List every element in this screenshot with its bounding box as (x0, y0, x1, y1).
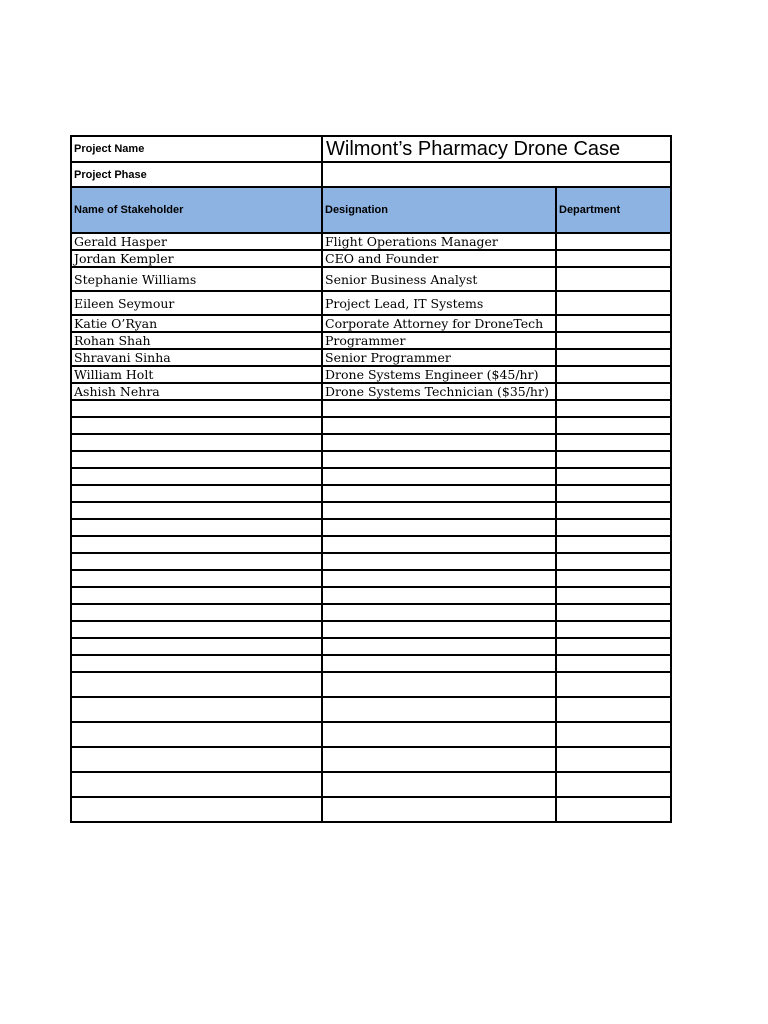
empty-row (71, 468, 671, 485)
project-name-value[interactable]: Wilmont’s Pharmacy Drone Case (322, 136, 671, 162)
empty-row (71, 570, 671, 587)
table-row (71, 233, 671, 250)
empty-row (71, 519, 671, 536)
table-row (71, 315, 671, 332)
designation-cell[interactable]: Drone Systems Technician ($35/hr) (322, 383, 556, 400)
empty-cell[interactable] (556, 468, 671, 485)
empty-cell[interactable] (71, 655, 322, 672)
empty-cell[interactable] (322, 797, 556, 822)
empty-cell[interactable] (71, 672, 322, 697)
empty-cell[interactable] (322, 485, 556, 502)
stakeholder-name-cell[interactable]: Ashish Nehra (71, 383, 322, 400)
empty-cell[interactable] (322, 400, 556, 417)
designation-cell[interactable]: Senior Business Analyst (322, 267, 556, 291)
empty-cell[interactable] (322, 570, 556, 587)
empty-cell[interactable] (556, 621, 671, 638)
empty-cell[interactable] (322, 655, 556, 672)
empty-cell[interactable] (556, 672, 671, 697)
column-header-department: Department (556, 187, 671, 233)
empty-cell[interactable] (556, 417, 671, 434)
empty-row (71, 587, 671, 604)
empty-row (71, 772, 671, 797)
empty-cell[interactable] (322, 772, 556, 797)
department-cell[interactable] (556, 250, 671, 267)
stakeholder-name-cell[interactable]: Shravani Sinha (71, 349, 322, 366)
stakeholder-name-cell[interactable]: Jordan Kempler (71, 250, 322, 267)
empty-row (71, 400, 671, 417)
project-name-label: Project Name (71, 136, 322, 162)
department-cell[interactable] (556, 366, 671, 383)
empty-cell[interactable] (556, 697, 671, 722)
department-cell[interactable] (556, 233, 671, 250)
project-name-row (71, 136, 671, 162)
empty-row (71, 553, 671, 570)
table-row (71, 291, 671, 315)
empty-cell[interactable] (556, 587, 671, 604)
designation-cell[interactable]: Corporate Attorney for DroneTech (322, 315, 556, 332)
empty-cell[interactable] (556, 722, 671, 747)
empty-row (71, 672, 671, 697)
empty-cell[interactable] (71, 570, 322, 587)
empty-cell[interactable] (71, 772, 322, 797)
empty-cell[interactable] (71, 747, 322, 772)
empty-cell[interactable] (322, 502, 556, 519)
empty-row (71, 655, 671, 672)
empty-row (71, 722, 671, 747)
empty-cell[interactable] (556, 570, 671, 587)
designation-cell[interactable]: Programmer (322, 332, 556, 349)
empty-cell[interactable] (556, 485, 671, 502)
empty-cell[interactable] (556, 502, 671, 519)
column-header-row (71, 187, 671, 233)
designation-cell[interactable]: Senior Programmer (322, 349, 556, 366)
empty-cell[interactable] (322, 604, 556, 621)
empty-cell[interactable] (71, 587, 322, 604)
empty-cell[interactable] (322, 553, 556, 570)
empty-cell[interactable] (71, 722, 322, 747)
stakeholder-name-cell[interactable]: Katie O’Ryan (71, 315, 322, 332)
empty-cell[interactable] (556, 655, 671, 672)
empty-cell[interactable] (71, 519, 322, 536)
empty-row (71, 621, 671, 638)
table-row (71, 366, 671, 383)
department-cell[interactable] (556, 315, 671, 332)
project-phase-label: Project Phase (71, 162, 322, 187)
empty-row (71, 434, 671, 451)
empty-cell[interactable] (322, 747, 556, 772)
empty-row (71, 697, 671, 722)
empty-cell[interactable] (322, 451, 556, 468)
empty-cell[interactable] (71, 434, 322, 451)
table-row (71, 383, 671, 400)
department-cell[interactable] (556, 383, 671, 400)
empty-cell[interactable] (71, 621, 322, 638)
empty-cell[interactable] (322, 697, 556, 722)
stakeholder-name-cell[interactable]: Gerald Hasper (71, 233, 322, 250)
empty-cell[interactable] (71, 638, 322, 655)
designation-cell[interactable]: Drone Systems Engineer ($45/hr) (322, 366, 556, 383)
empty-cell[interactable] (71, 604, 322, 621)
empty-cell[interactable] (556, 747, 671, 772)
empty-cell[interactable] (322, 722, 556, 747)
designation-cell[interactable]: Flight Operations Manager (322, 233, 556, 250)
designation-cell[interactable]: Project Lead, IT Systems (322, 291, 556, 315)
empty-cell[interactable] (556, 400, 671, 417)
empty-cell[interactable] (71, 400, 322, 417)
empty-cell[interactable] (71, 502, 322, 519)
empty-cell[interactable] (556, 519, 671, 536)
department-cell[interactable] (556, 332, 671, 349)
stakeholder-name-cell[interactable]: Eileen Seymour (71, 291, 322, 315)
empty-cell[interactable] (556, 536, 671, 553)
table-row (71, 250, 671, 267)
empty-cell[interactable] (71, 536, 322, 553)
empty-cell[interactable] (556, 638, 671, 655)
empty-cell[interactable] (322, 519, 556, 536)
empty-cell[interactable] (556, 451, 671, 468)
empty-cell[interactable] (556, 797, 671, 822)
project-phase-row (71, 162, 671, 187)
empty-cell[interactable] (71, 553, 322, 570)
empty-row (71, 797, 671, 822)
empty-cell[interactable] (322, 417, 556, 434)
stakeholder-name-cell[interactable]: William Holt (71, 366, 322, 383)
department-cell[interactable] (556, 349, 671, 366)
empty-row (71, 536, 671, 553)
empty-cell[interactable] (71, 417, 322, 434)
empty-row (71, 638, 671, 655)
empty-cell[interactable] (556, 604, 671, 621)
empty-cell[interactable] (71, 451, 322, 468)
stakeholder-table (70, 135, 672, 823)
empty-row (71, 417, 671, 434)
empty-row (71, 502, 671, 519)
column-header-designation: Designation (322, 187, 556, 233)
stakeholder-name-cell[interactable]: Stephanie Williams (71, 267, 322, 291)
empty-row (71, 485, 671, 502)
department-cell[interactable] (556, 267, 671, 291)
designation-cell[interactable]: CEO and Founder (322, 250, 556, 267)
empty-cell[interactable] (322, 638, 556, 655)
empty-row (71, 747, 671, 772)
table-row (71, 267, 671, 291)
empty-cell[interactable] (322, 468, 556, 485)
empty-cell[interactable] (322, 672, 556, 697)
project-phase-value[interactable] (322, 162, 671, 187)
table-row (71, 349, 671, 366)
empty-cell[interactable] (71, 485, 322, 502)
empty-cell[interactable] (556, 553, 671, 570)
empty-cell[interactable] (71, 797, 322, 822)
department-cell[interactable] (556, 291, 671, 315)
empty-cell[interactable] (71, 697, 322, 722)
table-row (71, 332, 671, 349)
empty-cell[interactable] (322, 536, 556, 553)
empty-cell[interactable] (71, 468, 322, 485)
empty-cell[interactable] (322, 621, 556, 638)
empty-cell[interactable] (322, 434, 556, 451)
empty-cell[interactable] (322, 587, 556, 604)
empty-cell[interactable] (556, 772, 671, 797)
empty-cell[interactable] (556, 434, 671, 451)
column-header-stakeholder: Name of Stakeholder (71, 187, 322, 233)
empty-row (71, 451, 671, 468)
empty-row (71, 604, 671, 621)
stakeholder-name-cell[interactable]: Rohan Shah (71, 332, 322, 349)
